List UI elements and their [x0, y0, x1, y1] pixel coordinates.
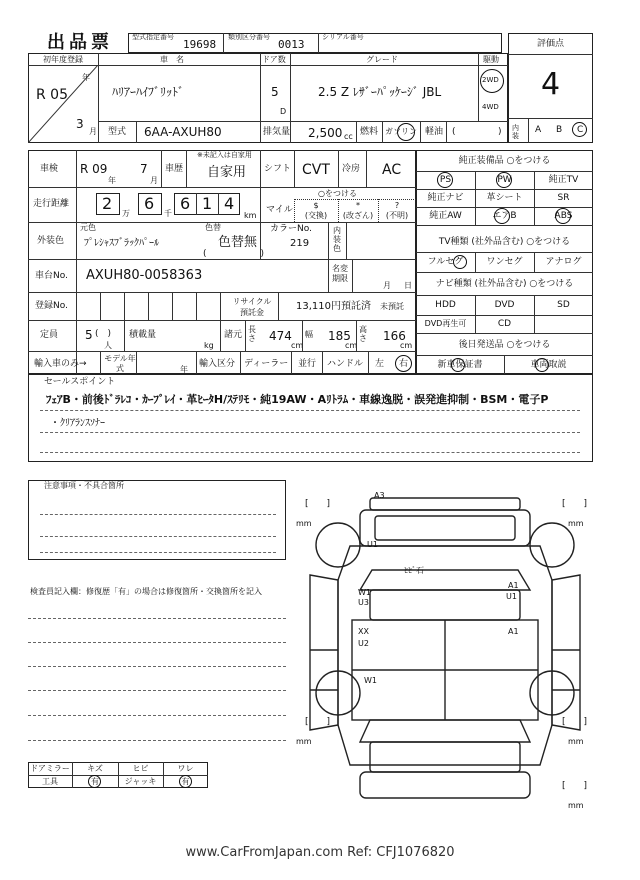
- navi-dvd-play: DVD再生可: [424, 319, 467, 328]
- navi-hdd: HDD: [435, 300, 456, 310]
- handle-label: ハンドル: [327, 359, 364, 369]
- serial-label: シリアル番号: [322, 33, 364, 41]
- grade-label: グレード: [366, 55, 398, 64]
- mark-chip: ﾋﾋﾞ石: [404, 566, 424, 575]
- model-label: 型式: [108, 127, 127, 137]
- mileage-digit-3: 6: [180, 194, 191, 213]
- interior-label: 内装: [512, 124, 519, 140]
- model-value: 6AA-AXUH80: [144, 125, 222, 139]
- mark-a1-right: A1: [508, 581, 519, 590]
- equip-pw: PW: [497, 175, 512, 185]
- history-label: 車歴: [165, 164, 184, 174]
- car-damage-diagram: [290, 480, 600, 820]
- color-change-value: 色替無: [218, 235, 258, 250]
- height-value: 166: [383, 329, 406, 343]
- shaken-month-unit: 月: [150, 176, 158, 185]
- mileage-digit-4: 1: [202, 194, 213, 213]
- model-designation-label: 型式指定番号: [132, 33, 174, 41]
- equip-leather: 革シート: [486, 193, 523, 203]
- mark-a1-rear: A1: [508, 627, 519, 636]
- import-label: 輸入車のみ→: [34, 359, 87, 369]
- drive-2wd: 2WD: [482, 76, 499, 84]
- mileage-type-unknown: (不明): [385, 211, 409, 220]
- legend-door-mirror: ドアミラー: [30, 764, 70, 773]
- model-year-label: モデル年式: [104, 354, 136, 373]
- mileage-man-unit: 万: [122, 209, 130, 218]
- width-value: 185: [328, 329, 351, 343]
- ac-value: AC: [382, 162, 402, 178]
- recycle-label: リサイクル預託金: [232, 297, 272, 317]
- later-header: 後日発送品 ○をつける: [458, 340, 551, 350]
- mark-xx: XX: [358, 627, 369, 636]
- handle-right-circle: [395, 355, 412, 372]
- handle-left: 左: [375, 359, 385, 369]
- equip-pw-circle: [496, 172, 512, 188]
- exterior-color-label: 外装色: [37, 236, 65, 246]
- legend-jack-yes: 有: [181, 777, 190, 786]
- category-no: 0013: [278, 38, 305, 51]
- caution-label: 注意事項・不具合箇所: [44, 481, 124, 490]
- fuel-label: 燃料: [360, 127, 379, 137]
- color-code-label: カラーNo.: [270, 224, 312, 234]
- load-label: 積載量: [129, 330, 157, 340]
- equip-abs: ABS: [554, 211, 573, 221]
- color-code: 219: [290, 238, 310, 249]
- fuel-diesel: 軽油: [425, 127, 444, 137]
- interior-grade-c: C: [577, 125, 584, 135]
- km-unit: km: [244, 211, 257, 220]
- shift-label: シフト: [264, 164, 292, 174]
- equip-aw: 純正AW: [429, 211, 462, 221]
- interior-color-label: 内装色: [333, 226, 341, 253]
- interior-grade-a: A: [535, 125, 542, 135]
- first-reg-label: 初年度登録: [43, 55, 83, 64]
- sales-line-1: ﾌｪｱB・前後ﾄﾞﾗﾚｺ・ｶｰﾌﾟﾚｲ・革ﾋｰﾀH/ｽﾃﾘﾓ・純19AW・Aﾘﾄﾗﾑ・車線逸脱・誤発進抑制・BSM・電子P: [46, 393, 549, 406]
- import-type-label: 輸入区分: [199, 359, 236, 369]
- mileage-digit-5: 4: [224, 194, 235, 213]
- displacement-value: 2,500: [308, 126, 343, 140]
- tire-bracket-fr: [ ]: [562, 499, 588, 509]
- tv-fullseg: フルセグ: [427, 257, 464, 267]
- doors-type: D: [280, 107, 287, 116]
- import-dealer: ディーラー: [244, 359, 289, 369]
- equip-abs-circle: [555, 208, 571, 224]
- sales-points-box: [28, 374, 593, 462]
- tv-header: TV種類 (社外品含む) ○をつける: [438, 237, 571, 247]
- legend-scratch: キズ: [87, 764, 103, 773]
- navi-header: ナビ種類 (社外品含む) ○をつける: [435, 279, 574, 289]
- shaken-era: R 09: [80, 162, 108, 176]
- original-color: ﾌﾟﾚｼｬｽﾌﾞﾗｯｸﾊﾟｰﾙ: [84, 238, 159, 249]
- navi-cd: CD: [497, 319, 512, 329]
- mileage-type-exchange: (交換): [304, 211, 328, 220]
- mileage-label: 走行距離: [33, 199, 70, 209]
- registration-label: 登録No.: [35, 301, 68, 311]
- year-unit: 年: [82, 73, 90, 82]
- equip-airbag-circle: [494, 208, 510, 224]
- category-label: 類別区分番号: [228, 33, 270, 41]
- recycle-amount: 13,110円預託済: [296, 301, 371, 312]
- mileage-digit-1: 2: [102, 194, 113, 213]
- drive-4wd: 4WD: [482, 103, 499, 111]
- sales-line-2: ・ｸﾘｱﾗﾝｽｿﾅｰ: [50, 418, 105, 429]
- inspector-label: 検査員記入欄：修復歴「有」の場合は修復箇所・交換箇所を記入: [30, 587, 262, 596]
- equip-ps: PS: [439, 175, 452, 185]
- equip-ps-circle: [437, 172, 453, 188]
- tire-bracket-rl: [ ]: [305, 717, 331, 727]
- equip-navi: 純正ナビ: [427, 193, 464, 203]
- first-reg-month: 3: [76, 117, 84, 131]
- mark-w1-left: W1: [358, 588, 371, 597]
- equipment-header: 純正装備品 ○をつける: [458, 156, 551, 166]
- legend-jack: ジャッキ: [124, 777, 157, 786]
- mark-w1-rear: W1: [364, 676, 377, 685]
- month-unit: 月: [89, 127, 97, 136]
- later-manual-circle: [535, 358, 549, 372]
- history-value: 自家用: [207, 165, 247, 180]
- mileage-circle-note: ○をつける: [318, 189, 357, 198]
- later-warranty-circle: [451, 358, 465, 372]
- capacity-label: 定員: [40, 330, 59, 340]
- legend-tools-yes: 有: [91, 777, 99, 786]
- doors-value: 5: [271, 85, 279, 99]
- mileage-type-altered: (改ざん): [342, 211, 374, 220]
- chassis-label: 車台No.: [35, 271, 68, 281]
- first-reg-era: R 05: [36, 87, 68, 103]
- recycle-status: 未預託: [380, 302, 404, 311]
- form-title: 出品票: [47, 32, 113, 53]
- mileage-digit-2: 6: [144, 194, 155, 213]
- tire-bracket-rr: [ ]: [562, 717, 588, 727]
- chassis-number: AXUH80-0058363: [86, 268, 203, 283]
- score-value: 4: [540, 67, 561, 102]
- car-name-label: 車 名: [160, 55, 184, 64]
- length-value: 474: [269, 329, 292, 343]
- legend-tools: 工具: [42, 777, 58, 786]
- fuel-gas-circle: [397, 123, 415, 141]
- drive-label: 駆動: [483, 55, 499, 64]
- tv-analog: アナログ: [545, 257, 582, 267]
- first-reg-diagonal: [28, 65, 98, 143]
- mark-u3: U3: [358, 598, 369, 607]
- capacity-value: 5: [85, 328, 93, 342]
- legend-break: ワレ: [177, 764, 194, 773]
- shift-value: CVT: [302, 162, 330, 178]
- tv-fullseg-circle: [453, 255, 467, 269]
- caution-box: [28, 480, 286, 560]
- legend-crack: ヒビ: [132, 764, 149, 773]
- tire-bracket-spare: [ ]: [562, 781, 588, 791]
- model-designation-no: 19698: [183, 38, 217, 51]
- watermark: www.CarFromJapan.com Ref: CFJ1076820: [185, 845, 455, 860]
- later-warranty: 新車保証書: [437, 360, 483, 370]
- original-color-label: 元色: [80, 223, 96, 232]
- interior-grade-circle: [572, 122, 587, 137]
- mileage-sen-unit: 千: [164, 209, 172, 218]
- color-change-label: 色替: [205, 223, 221, 232]
- history-note: ※未記入は自家用: [197, 151, 252, 159]
- mark-u1-front: U1: [367, 540, 378, 549]
- doors-label: ドア数: [262, 55, 286, 64]
- navi-sd: SD: [557, 300, 570, 310]
- dims-label: 諸元: [224, 330, 243, 340]
- car-name: ﾊﾘｱｰﾊｲﾌﾞﾘｯﾄﾞ: [112, 85, 185, 99]
- equip-sr: SR: [557, 193, 570, 203]
- displacement-label: 排気量: [263, 127, 291, 137]
- mark-u1-right: U1: [506, 592, 517, 601]
- shaken-year-unit: 年: [108, 176, 116, 185]
- shaken-label: 車検: [40, 164, 59, 174]
- mark-a3: A3: [374, 491, 385, 500]
- mark-u2: U2: [358, 639, 369, 648]
- interior-grade-b: B: [556, 125, 563, 135]
- equip-airbag: エアB: [492, 211, 517, 221]
- cc-unit: cc: [344, 132, 353, 141]
- fuel-gasoline: ガソリン: [385, 127, 417, 136]
- tv-oneseg: ワンセグ: [486, 257, 523, 267]
- navi-dvd: DVD: [494, 300, 515, 310]
- sales-points-label: セールスポイント: [44, 377, 116, 387]
- later-manual: 車両取説: [530, 360, 567, 370]
- score-label: 評価点: [536, 39, 564, 49]
- handle-right: 右: [399, 359, 409, 369]
- name-change-label: 名変期限: [332, 264, 348, 283]
- grade-value: 2.5 Z ﾚｻﾞｰﾊﾟｯｹｰｼﾞ JBL: [318, 85, 442, 99]
- import-parallel: 並行: [298, 359, 317, 369]
- tire-bracket-fl: [ ]: [305, 499, 331, 509]
- mileage-type-mile: マイル: [266, 205, 293, 215]
- shaken-month: 7: [140, 162, 148, 176]
- ac-label: 冷房: [342, 164, 361, 174]
- equip-tv: 純正TV: [548, 175, 579, 185]
